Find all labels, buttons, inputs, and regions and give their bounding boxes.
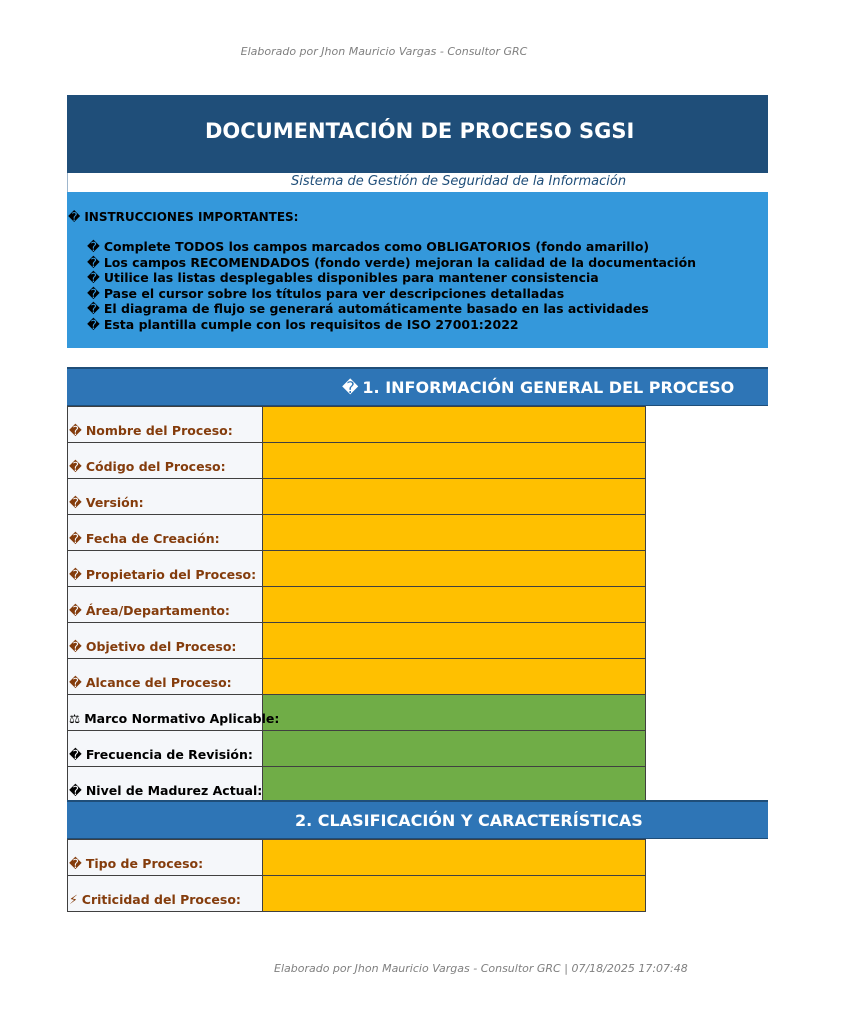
instruction-item: � Los campos RECOMENDADOS (fondo verde) mejoran la calidad de la documentación [87, 254, 697, 270]
form-row-propietario [68, 551, 646, 587]
form-row-nombre [68, 407, 646, 443]
instructions-title: � INSTRUCCIONES IMPORTANTES: [68, 210, 299, 224]
objetivo-input[interactable] [263, 623, 646, 659]
tag-icon: � [69, 423, 82, 438]
calendar-icon: � [69, 531, 82, 546]
shield-icon: � [87, 316, 100, 332]
form-row-criticidad [68, 876, 646, 912]
criticidad-input[interactable] [263, 876, 646, 912]
fecha-creacion-input[interactable] [263, 515, 646, 551]
field-label: � Código del Proceso: [68, 443, 263, 479]
instruction-item: � El diagrama de flujo se generará automáticamente basado en las actividades [87, 301, 649, 317]
tipo-proceso-input[interactable] [263, 840, 646, 876]
instruction-item: � Complete TODOS los campos marcados como OBLIGATORIOS (fondo amarillo) [87, 239, 650, 254]
field-label: � Objetivo del Proceso: [68, 623, 263, 659]
number-icon: � [69, 495, 82, 510]
check-icon: � [87, 239, 100, 254]
section-1-form [67, 406, 646, 803]
lightning-icon: ⚡ [69, 892, 78, 907]
field-label: � Nombre del Proceso: [68, 407, 263, 443]
field-label: � Área/Departamento: [68, 587, 263, 623]
person-icon: � [69, 567, 82, 582]
target-icon: � [69, 639, 82, 654]
version-input[interactable] [263, 479, 646, 515]
form-row-codigo [68, 443, 646, 479]
field-label: � Tipo de Proceso: [68, 840, 263, 876]
propietario-input[interactable] [263, 551, 646, 587]
form-row-marco [68, 695, 646, 731]
form-row-madurez [68, 767, 646, 803]
section-2-header [67, 800, 768, 839]
page-header-note: Elaborado por Jhon Mauricio Vargas - Consultor GRC [240, 45, 528, 58]
field-label: � Propietario del Proceso: [68, 551, 263, 587]
field-label: � Frecuencia de Revisión: [68, 731, 263, 767]
section-2-form [67, 839, 646, 912]
instruction-item: � Esta plantilla cumple con los requisitos de ISO 27001:2022 [87, 316, 519, 332]
gear-icon: � [69, 856, 82, 871]
document-title-text: DOCUMENTACIÓN DE PROCESO SGSI [205, 119, 635, 143]
form-row-frecuencia [68, 731, 646, 767]
form-row-alcance [68, 659, 646, 695]
document-title-banner [67, 95, 768, 173]
section-1-title: � 1. INFORMACIÓN GENERAL DEL PROCESO [342, 378, 735, 397]
form-row-area [68, 587, 646, 623]
form-row-objetivo [68, 623, 646, 659]
clipboard-icon: � [342, 378, 359, 397]
refresh-icon: � [69, 747, 82, 762]
instructions-panel [67, 192, 768, 348]
chart-icon: � [69, 783, 82, 798]
subtitle-row [67, 173, 769, 192]
alcance-input[interactable] [263, 659, 646, 695]
instruction-item: � Pase el cursor sobre los títulos para ver descripciones detalladas [87, 285, 565, 301]
field-label: � Alcance del Proceso: [68, 659, 263, 695]
form-row-fecha [68, 515, 646, 551]
field-label: � Nivel de Madurez Actual: [68, 767, 263, 803]
document-title [67, 119, 867, 143]
field-label: ⚡ Criticidad del Proceso: [68, 876, 263, 912]
document-subtitle: Sistema de Gestión de Seguridad de la Información [291, 174, 627, 189]
cursor-icon: � [87, 285, 100, 301]
field-label: � Fecha de Creación: [68, 515, 263, 551]
hash-icon: � [69, 459, 82, 474]
section-1-header [67, 367, 768, 406]
building-icon: � [69, 603, 82, 618]
field-label: ⚖ Marco Normativo Aplicable: [68, 695, 263, 731]
field-label: � Versión: [68, 479, 263, 515]
section-2-title: 2. CLASIFICACIÓN Y CARACTERÍSTICAS [295, 811, 643, 830]
check-icon: � [87, 254, 100, 270]
instructions-list [87, 239, 696, 333]
frecuencia-revision-input[interactable] [263, 731, 646, 767]
nivel-madurez-input[interactable] [263, 767, 646, 803]
scope-icon: � [69, 675, 82, 690]
form-row-tipo [68, 840, 646, 876]
form-row-version [68, 479, 646, 515]
scale-icon: ⚖ [69, 711, 81, 726]
codigo-proceso-input[interactable] [263, 443, 646, 479]
flow-icon: � [87, 301, 100, 317]
instruction-item: � Utilice las listas desplegables disponibles para mantener consistencia [87, 270, 599, 286]
pin-icon: � [68, 210, 81, 224]
marco-normativo-input[interactable] [263, 695, 646, 731]
nombre-proceso-input[interactable] [263, 407, 646, 443]
area-departamento-input[interactable] [263, 587, 646, 623]
page-footer-note: Elaborado por Jhon Mauricio Vargas - Consultor GRC | 07/18/2025 17:07:48 [274, 962, 688, 975]
list-icon: � [87, 270, 100, 286]
